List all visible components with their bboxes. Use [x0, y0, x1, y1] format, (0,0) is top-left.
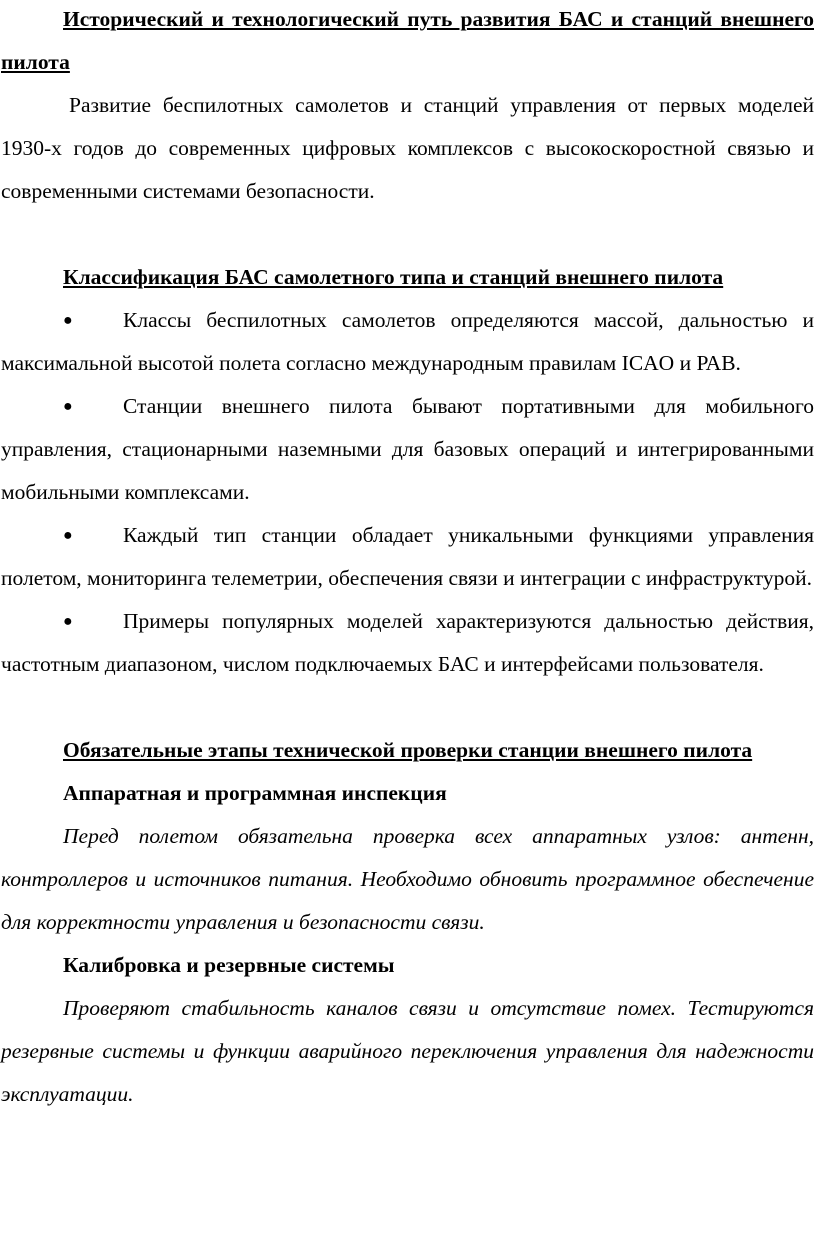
subsection-heading-calibration: Калибровка и резервные системы [63, 953, 395, 977]
subsection-heading-hardware: Аппаратная и программная инспекция [63, 781, 447, 805]
classification-bullet-list [1, 299, 814, 686]
bullet-dot-icon: ● [63, 312, 73, 329]
bullet-text: Каждый тип станции обладает уникальными функциями управления полетом, мониторинга телеметрии, обеспечения связи и интеграции с инфраструктурой. [1, 523, 814, 590]
history-paragraph: Развитие беспилотных самолетов и станций управления от первых моделей 1930-х годов до современных цифровых комплексов с высокоскоростной связью и современными системами безопасности. [1, 93, 814, 203]
bullet-item [1, 385, 814, 514]
subsection-text-hardware: Перед полетом обязательна проверка всех аппаратных узлов: антенн, контроллеров и источников питания. Необходимо обновить программное обеспечение для корректности управления и безопасности связи. [1, 824, 814, 934]
bullet-text: Примеры популярных моделей характеризуются дальностью действия, частотным диапазоном, числом подключаемых БАС и интерфейсами пользователя. [1, 609, 814, 676]
section-title-classification: Классификация БАС самолетного типа и станций внешнего пилота [63, 265, 724, 289]
bullet-dot-icon: ● [63, 398, 73, 415]
subsection-text-calibration: Проверяют стабильность каналов связи и отсутствие помех. Тестируются резервные системы и функции аварийного переключения управления для надежности эксплуатации. [1, 996, 814, 1106]
spacer [1, 213, 814, 256]
bullet-item [1, 600, 814, 686]
bullet-dot-icon: ● [63, 527, 73, 544]
bullet-dot-icon: ● [63, 613, 73, 630]
bullet-text: Классы беспилотных самолетов определяются массой, дальностью и максимальной высотой полета согласно международным правилам ICAO и РАВ. [1, 308, 814, 375]
section-title-history: Исторический и технологический путь развития БАС и станций внешнего пилота [1, 7, 814, 74]
spacer [1, 686, 814, 729]
bullet-text: Станции внешнего пилота бывают портативными для мобильного управления, стационарными наземными для базовых операций и интегрированными мобильными комплексами. [1, 394, 814, 504]
section-title-inspection: Обязательные этапы технической проверки станции внешнего пилота [63, 738, 753, 762]
bullet-item [1, 514, 814, 600]
bullet-item [1, 299, 814, 385]
